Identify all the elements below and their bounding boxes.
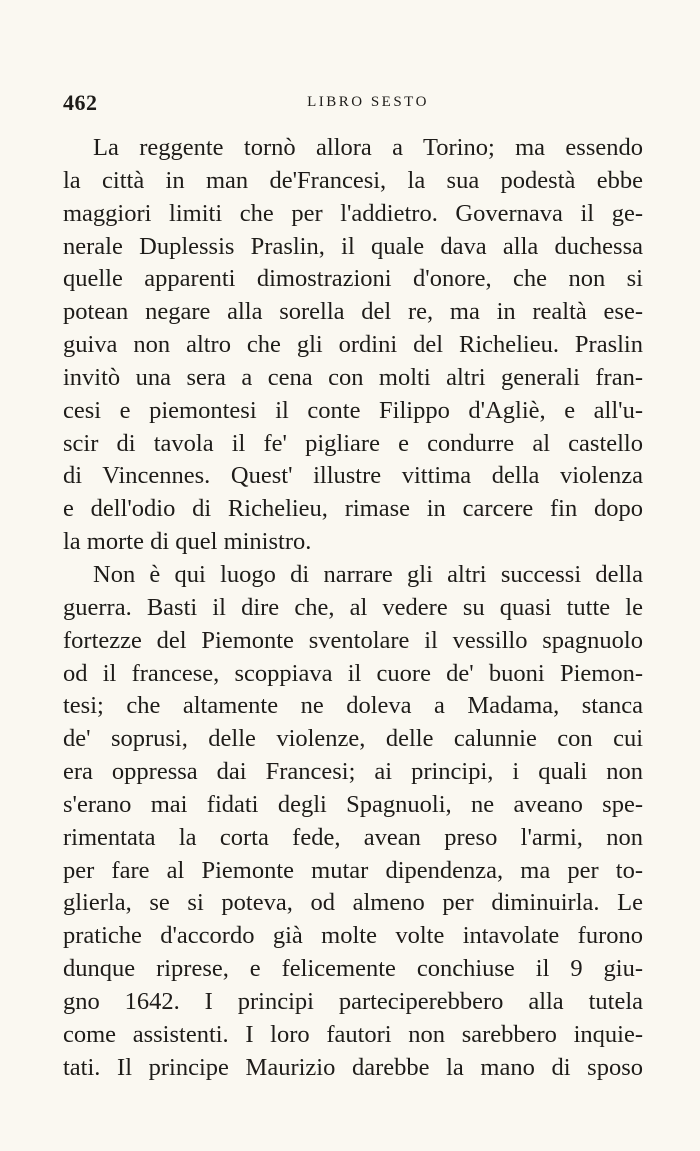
text-line: guiva non altro che gli ordini del Richelieu. Praslin — [63, 331, 643, 359]
running-title: LIBRO SESTO — [307, 94, 429, 110]
text-line: cesi e piemontesi il conte Filippo d'Agliè, e all'u- — [63, 396, 643, 424]
text-line: di Vincennes. Quest' illustre vittima della violenza — [63, 462, 643, 490]
text-line: e dell'odio di Richelieu, rimase in carcere fin dopo — [63, 495, 643, 523]
text-line: gno 1642. I principi parteciperebbero alla tutela — [63, 987, 643, 1015]
text-line: scir di tavola il fe' pigliare e condurre al castello — [63, 429, 643, 457]
text-line: come assistenti. I loro fautori non sarebbero inquie- — [63, 1020, 643, 1048]
text-line: dunque riprese, e felicemente conchiuse il 9 giu- — [63, 955, 643, 983]
body-text — [63, 132, 643, 1084]
text-line: rimentata la corta fede, avean preso l'armi, non — [63, 823, 643, 851]
text-line: quelle apparenti dimostrazioni d'onore, che non si — [63, 265, 643, 293]
text-line: Non è qui luogo di narrare gli altri successi della — [93, 560, 643, 588]
page-number: 462 — [63, 90, 98, 115]
paragraph-1 — [63, 132, 643, 559]
text-line: fortezze del Piemonte sventolare il vessillo spagnuolo — [63, 626, 643, 654]
text-line: guerra. Basti il dire che, al vedere su quasi tutte le — [63, 593, 643, 621]
text-line: la città in man de'Francesi, la sua podestà ebbe — [63, 166, 643, 194]
text-line: tesi; che altamente ne doleva a Madama, stanca — [63, 692, 643, 720]
text-line: invitò una sera a cena con molti altri generali fran- — [63, 363, 643, 391]
text-line: potean negare alla sorella del re, ma in realtà ese- — [63, 298, 643, 326]
text-line: nerale Duplessis Praslin, il quale dava alla duchessa — [63, 232, 643, 260]
paragraph-2 — [63, 559, 643, 1085]
text-line: per fare al Piemonte mutar dipendenza, ma per to- — [63, 856, 643, 884]
text-line: pratiche d'accordo già molte volte intavolate furono — [63, 922, 643, 950]
text-line: de' soprusi, delle violenze, delle calunnie con cui — [63, 725, 643, 753]
text-line: od il francese, scoppiava il cuore de' buoni Piemon- — [63, 659, 643, 687]
text-line: tati. Il principe Maurizio darebbe la mano di sposo — [63, 1053, 643, 1081]
text-line: glierla, se si poteva, od almeno per diminuirla. Le — [63, 889, 643, 917]
text-line: maggiori limiti che per l'addietro. Governava il ge- — [63, 199, 643, 227]
text-line: era oppressa dai Francesi; ai principi, i quali non — [63, 758, 643, 786]
text-line: La reggente tornò allora a Torino; ma essendo — [93, 134, 643, 161]
text-line: s'erano mai fidati degli Spagnuoli, ne aveano spe- — [63, 790, 643, 818]
running-head — [63, 90, 643, 118]
text-line: la morte di quel ministro. — [63, 528, 312, 556]
